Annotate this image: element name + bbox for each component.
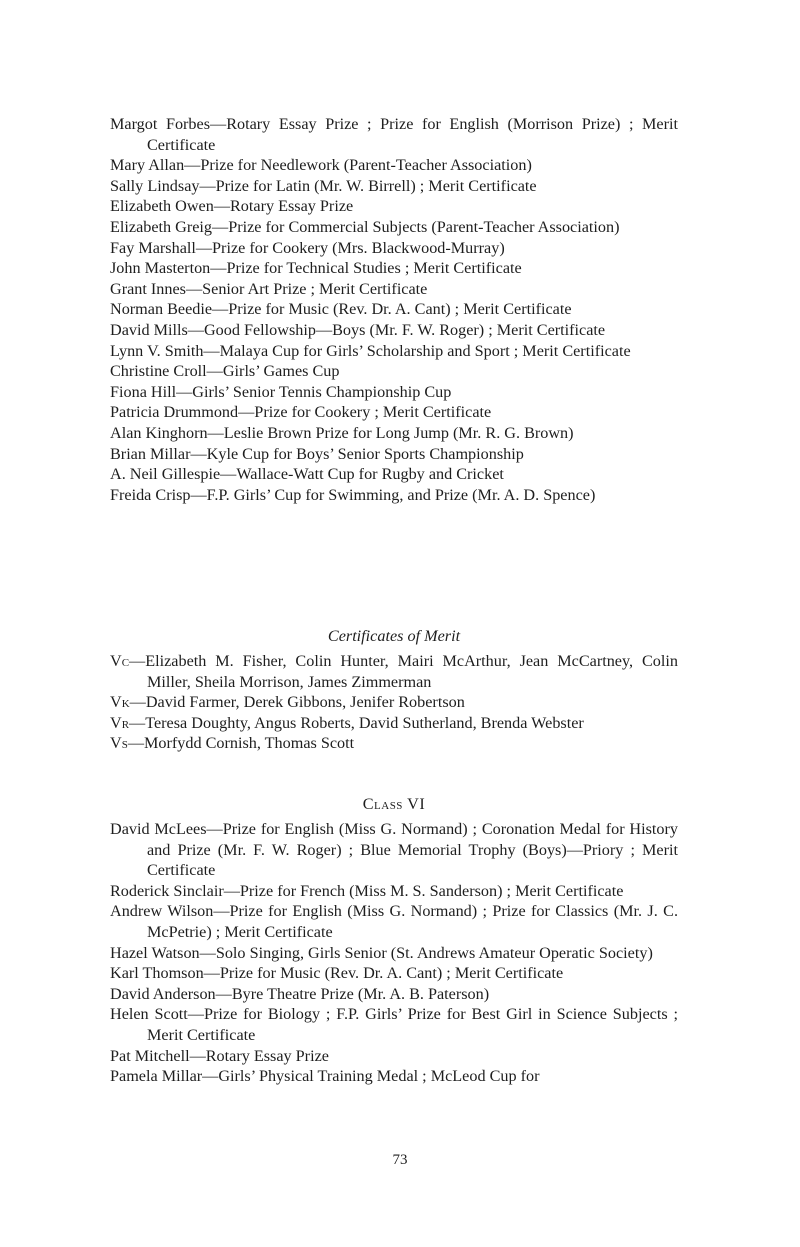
class-code: Vk <box>110 693 130 712</box>
prize-entry: David McLees—Prize for English (Miss G. Normand) ; Coronation Medal for History and Prize (Mr. F. W. Roger) ; Blue Memorial Trophy (Boys)—Priory ; Merit Certificate <box>110 820 678 880</box>
prize-entry: Christine Croll—Girls’ Games Cup <box>110 362 340 381</box>
class-code: Vc <box>110 652 130 670</box>
certificates-heading: Certificates of Merit <box>327 627 461 645</box>
prize-entry: Hazel Watson—Solo Singing, Girls Senior (St. Andrews Amateur Operatic Society) <box>110 943 653 962</box>
certificate-names: —Teresa Doughty, Angus Roberts, David Sutherland, Brenda Webster <box>129 713 584 732</box>
prize-entry: Lynn V. Smith—Malaya Cup for Girls’ Scholarship and Sport ; Merit Certificate <box>110 341 631 360</box>
prize-entry: Karl Thomson—Prize for Music (Rev. Dr. A. Cant) ; Merit Certificate <box>110 964 564 983</box>
prize-entry: Helen Scott—Prize for Biology ; F.P. Girls’ Prize for Best Girl in Science Subjects ; Merit Certificate <box>110 1005 678 1044</box>
certificate-names: —Elizabeth M. Fisher, Colin Hunter, Mairi McArthur, Jean McCartney, Colin Miller, Sheila Morrison, James Zimmerman <box>129 652 678 691</box>
class-code: Vs <box>110 734 128 753</box>
class-vi-list <box>110 819 678 1087</box>
certificate-entry <box>110 733 678 754</box>
prize-entry: David Mills—Good Fellowship—Boys (Mr. F. W. Roger) ; Merit Certificate <box>110 320 606 339</box>
prize-entry: Fay Marshall—Prize for Cookery (Mrs. Blackwood-Murray) <box>110 238 505 257</box>
certificate-names: —David Farmer, Derek Gibbons, Jenifer Robertson <box>129 693 465 712</box>
prize-entry: Grant Innes—Senior Art Prize ; Merit Certificate <box>110 279 428 298</box>
prize-entry: Fiona Hill—Girls’ Senior Tennis Championship Cup <box>110 382 452 401</box>
prize-entry: Pamela Millar—Girls’ Physical Training Medal ; McLeod Cup for <box>110 1067 540 1086</box>
prize-entry: Elizabeth Owen—Rotary Essay Prize <box>110 197 354 216</box>
page-number: 73 <box>392 1152 408 1168</box>
certificate-names: —Morfydd Cornish, Thomas Scott <box>127 734 355 753</box>
certificate-entry <box>110 713 678 734</box>
prize-entry: Freida Crisp—F.P. Girls’ Cup for Swimming, and Prize (Mr. A. D. Spence) <box>110 485 596 504</box>
prize-entry: Pat Mitchell—Rotary Essay Prize <box>110 1046 329 1065</box>
prize-entry: Patricia Drummond—Prize for Cookery ; Merit Certificate <box>110 403 492 422</box>
class-vi-section <box>110 794 678 815</box>
certificate-entry <box>110 651 678 692</box>
certificate-entry <box>110 692 678 713</box>
prize-entry: John Masterton—Prize for Technical Studies ; Merit Certificate <box>110 259 522 278</box>
prize-entry: A. Neil Gillespie—Wallace-Watt Cup for Rugby and Cricket <box>110 465 504 484</box>
class-vi-heading: Class VI <box>362 795 426 813</box>
prize-entry: Margot Forbes—Rotary Essay Prize ; Prize for English (Morrison Prize) ; Merit Certificate <box>110 115 678 154</box>
prize-entry: Alan Kinghorn—Leslie Brown Prize for Long Jump (Mr. R. G. Brown) <box>110 423 574 442</box>
prize-entry: Roderick Sinclair—Prize for French (Miss M. S. Sanderson) ; Merit Certificate <box>110 881 624 900</box>
prize-entry: Andrew Wilson—Prize for English (Miss G. Normand) ; Prize for Classics (Mr. J. C. McPetrie) ; Merit Certificate <box>110 902 678 941</box>
certificates-of-merit-section <box>110 626 678 647</box>
certificates-list <box>110 651 678 754</box>
prize-entry: Brian Millar—Kyle Cup for Boys’ Senior Sports Championship <box>110 444 524 463</box>
prize-entry: Norman Beedie—Prize for Music (Rev. Dr. A. Cant) ; Merit Certificate <box>110 300 572 319</box>
prize-entry: Sally Lindsay—Prize for Latin (Mr. W. Birrell) ; Merit Certificate <box>110 176 537 195</box>
prize-list-top <box>110 114 678 505</box>
prize-entry: David Anderson—Byre Theatre Prize (Mr. A. B. Paterson) <box>110 984 490 1003</box>
class-code: Vr <box>110 713 130 732</box>
prize-entry: Mary Allan—Prize for Needlework (Parent-Teacher Association) <box>110 156 532 175</box>
prize-entry: Elizabeth Greig—Prize for Commercial Subjects (Parent-Teacher Association) <box>110 217 620 236</box>
